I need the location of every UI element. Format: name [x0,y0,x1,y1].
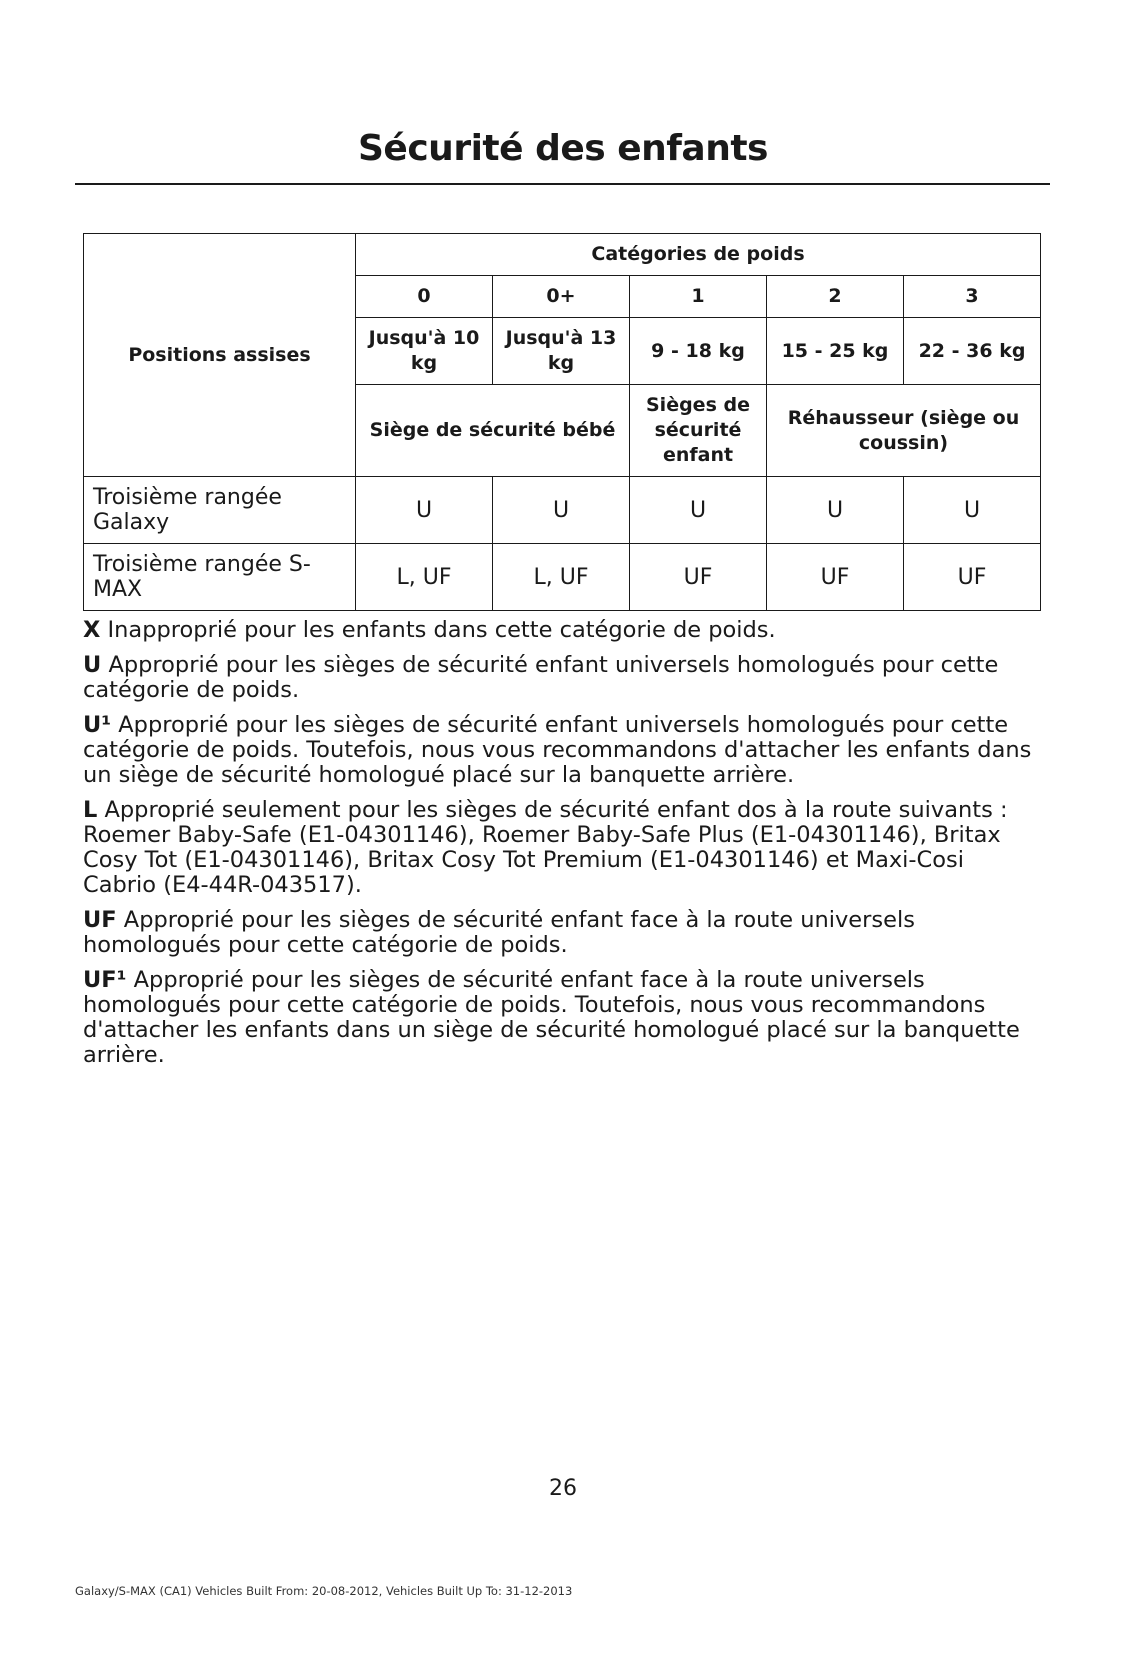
seat-type-baby: Siège de sécurité bébé [356,385,630,477]
seat-type-booster: Réhausseur (siège ou coussin) [767,385,1041,477]
weight-range: Jusqu'à 10 kg [356,318,493,385]
legend-text: Approprié pour les sièges de sécurité enfant universels homologués pour cette catégorie de poids. Toutefois, nous vous recommandons d'attacher les enfants dans un siège de sécurité homologué placé sur la banquette arrière. [83,712,1032,788]
row-label: Troisième rangée S-MAX [84,544,356,611]
legend-code: U [83,652,102,678]
legend-item-x [83,618,1043,643]
legend-code: UF [83,907,117,933]
title-divider [75,183,1050,185]
weight-range: 22 - 36 kg [904,318,1041,385]
weight-range: 15 - 25 kg [767,318,904,385]
legend-text: Approprié pour les sièges de sécurité enfant universels homologués pour cette catégorie de poids. [83,652,999,703]
legend-code: X [83,617,101,643]
footer: Galaxy/S-MAX (CA1) Vehicles Built From: 20-08-2012, Vehicles Built Up To: 31-12-2013 [75,1584,573,1598]
legend-text: Approprié pour les sièges de sécurité enfant face à la route universels homologués pour cette catégorie de poids. Toutefois, nous vous recommandons d'attacher les enfants dans un siège de sécurité homologué placé sur la banquette arrière. [83,967,1020,1068]
legend-item-u1 [83,713,1043,788]
table-row [84,477,1041,544]
legend-code: L [83,797,98,823]
weight-range: Jusqu'à 13 kg [493,318,630,385]
table-cell: U [767,477,904,544]
legend-item-uf [83,908,1043,958]
table-cell: U [630,477,767,544]
legend-item-u [83,653,1043,703]
category-header: 2 [767,276,904,318]
legend-item-uf1 [83,968,1043,1068]
category-header: 0+ [493,276,630,318]
group-header: Catégories de poids [356,234,1041,276]
legend-text: Approprié seulement pour les sièges de sécurité enfant dos à la route suivants : Roemer Baby-Safe (E1-04301146), Roemer Baby-Safe Plus (E1-04301146), Britax Cosy Tot (E1-04301146), Britax Cosy Tot Premium (E1-04301146) et Maxi-Cosi Cabrio (E4-44R-043517). [83,797,1008,898]
table-cell: UF [767,544,904,611]
seat-type-child: Sièges de sécurité enfant [630,385,767,477]
table-cell: U [904,477,1041,544]
page-title: Sécurité des enfants [358,128,768,169]
legend-text: Approprié pour les sièges de sécurité enfant face à la route universels homologués pour cette catégorie de poids. [83,907,915,958]
table-cell: UF [630,544,767,611]
weight-range: 9 - 18 kg [630,318,767,385]
category-header: 1 [630,276,767,318]
category-header: 3 [904,276,1041,318]
seating-positions-table [83,233,1041,611]
table-row [84,544,1041,611]
table-cell: L, UF [356,544,493,611]
legend-code: UF¹ [83,967,127,993]
category-header: 0 [356,276,493,318]
page-number: 26 [549,1476,577,1501]
table-cell: U [356,477,493,544]
row-label: Troisième rangée Galaxy [84,477,356,544]
legend-code: U¹ [83,712,112,738]
row-header: Positions assises [84,234,356,477]
table-cell: L, UF [493,544,630,611]
legend [83,618,1043,1078]
table-cell: U [493,477,630,544]
legend-item-l [83,798,1043,898]
legend-text: Inapproprié pour les enfants dans cette catégorie de poids. [107,617,776,643]
table-cell: UF [904,544,1041,611]
